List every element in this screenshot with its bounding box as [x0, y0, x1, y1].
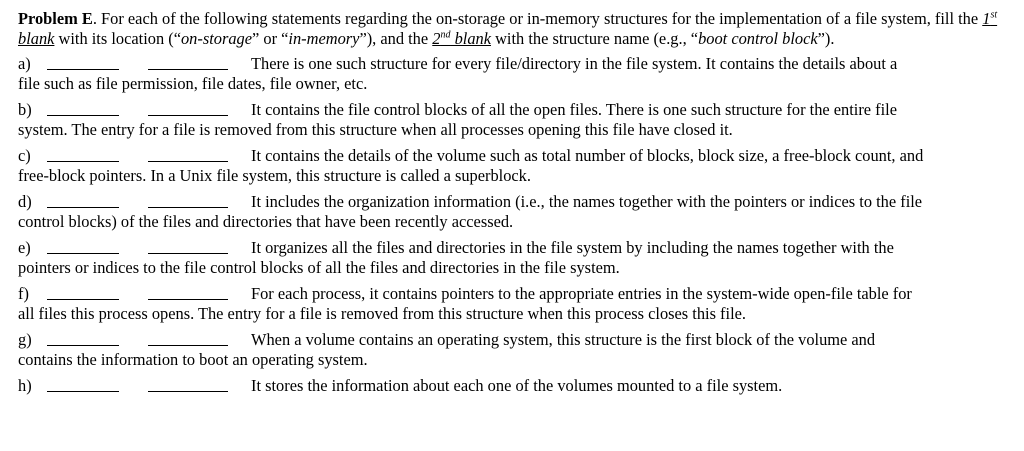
structure-name-blank[interactable] — [148, 69, 228, 70]
intro-text-2: with its location (“ — [54, 28, 181, 48]
question-item-c — [18, 146, 1008, 185]
structure-name-blank[interactable] — [148, 391, 228, 392]
location-blank[interactable] — [47, 299, 119, 300]
question-item-h — [18, 376, 1008, 396]
structure-name-blank[interactable] — [148, 115, 228, 116]
problem-document — [18, 9, 1008, 403]
intro-text-5: with the structure name (e.g., “ — [490, 28, 699, 48]
structure-name-blank[interactable] — [148, 299, 228, 300]
second-blank-word: blank — [450, 28, 491, 48]
item-letter: e) — [18, 238, 31, 257]
structure-name-blank[interactable] — [148, 207, 228, 208]
problem-label: Problem E — [18, 9, 93, 28]
second-blank-number: 2 — [432, 28, 441, 48]
item-letter: d) — [18, 192, 32, 211]
item-description-continued: free-block pointers. In a Unix file system, this structure is called a superblock. — [18, 165, 531, 185]
item-description: There is one such structure for every file/directory in the file system. It contains the details about a — [251, 54, 898, 73]
item-description: It stores the information about each one of the volumes mounted to a file system. — [251, 376, 783, 395]
second-blank-suffix: nd — [440, 29, 451, 41]
item-letter: f) — [18, 284, 29, 303]
structure-name-blank[interactable] — [148, 161, 228, 162]
location-blank[interactable] — [47, 161, 119, 162]
item-letter: h) — [18, 376, 32, 395]
question-item-f — [18, 284, 1008, 323]
item-letter: c) — [18, 146, 31, 165]
item-letter: b) — [18, 100, 32, 119]
example-structure: boot control block — [698, 28, 818, 48]
first-blank-number: 1 — [982, 9, 991, 28]
option-on-storage: on-storage — [180, 28, 253, 48]
item-description-continued: all files this process opens. The entry for a file is removed from this structure when this process closes this file. — [18, 303, 746, 323]
intro-text-4: ”), and the — [359, 28, 433, 48]
problem-intro — [18, 9, 1008, 48]
item-description-continued: pointers or indices to the file control blocks of all the files and directories in the file system. — [18, 257, 620, 277]
first-blank-word: blank — [18, 28, 55, 48]
item-description: For each process, it contains pointers to the appropriate entries in the system-wide open-file table for — [251, 284, 912, 303]
location-blank[interactable] — [47, 345, 119, 346]
location-blank[interactable] — [47, 69, 119, 70]
location-blank[interactable] — [47, 115, 119, 116]
item-letter: g) — [18, 330, 32, 349]
item-description: It contains the file control blocks of all the open files. There is one such structure for the entire file — [251, 100, 898, 119]
option-in-memory: in-memory — [288, 28, 360, 48]
location-blank[interactable] — [47, 253, 119, 254]
intro-text-6: ”). — [817, 28, 835, 48]
item-description-continued: contains the information to boot an operating system. — [18, 349, 368, 369]
intro-text-1: . For each of the following statements regarding the on-storage or in-memory structures for the implementation of a file system, fill the — [92, 9, 983, 28]
question-item-g — [18, 330, 1008, 369]
question-item-d — [18, 192, 1008, 231]
item-description: It includes the organization information (i.e., the names together with the pointers or indices to the file — [251, 192, 923, 211]
question-item-e — [18, 238, 1008, 277]
item-description: It organizes all the files and directories in the file system by including the names together with the — [251, 238, 894, 257]
item-letter: a) — [18, 54, 31, 73]
item-description-continued: system. The entry for a file is removed from this structure when all processes opening this file have closed it. — [18, 119, 733, 139]
item-description: When a volume contains an operating system, this structure is the first block of the volume and — [251, 330, 876, 349]
location-blank[interactable] — [47, 391, 119, 392]
question-item-b — [18, 100, 1008, 139]
item-description-continued: control blocks) of the files and directories that have been recently accessed. — [18, 211, 514, 231]
structure-name-blank[interactable] — [148, 253, 228, 254]
structure-name-blank[interactable] — [148, 345, 228, 346]
location-blank[interactable] — [47, 207, 119, 208]
intro-text-3: ” or “ — [252, 28, 289, 48]
first-blank-suffix: st — [990, 9, 998, 21]
question-item-a — [18, 54, 1008, 93]
item-description-continued: file such as file permission, file dates, file owner, etc. — [18, 73, 368, 93]
item-description: It contains the details of the volume such as total number of blocks, block size, a free-block count, and — [251, 146, 924, 165]
